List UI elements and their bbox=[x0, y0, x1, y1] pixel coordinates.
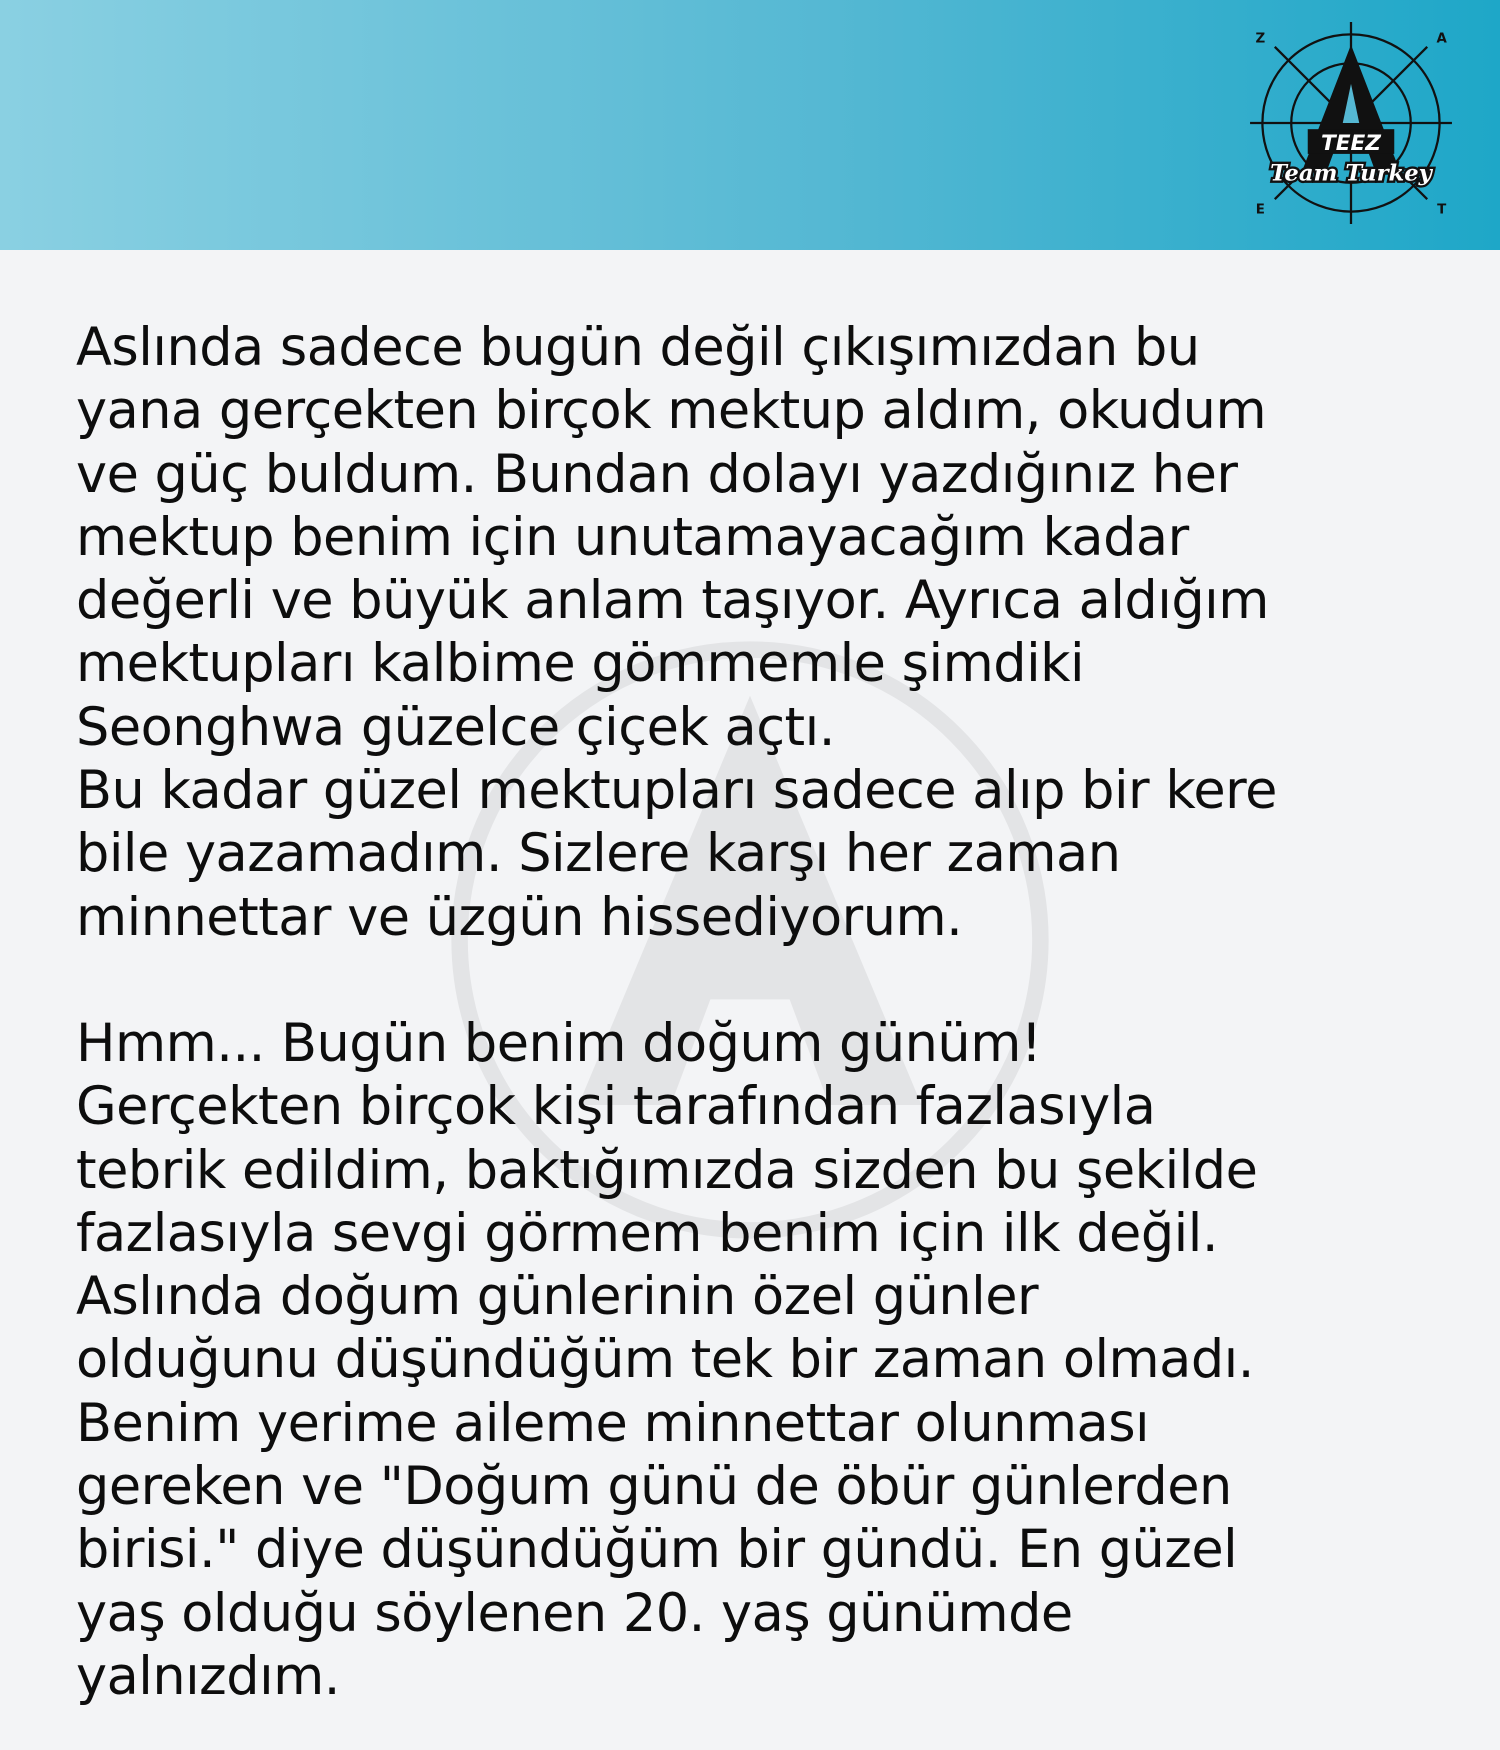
wordmark-teez: TEEZ bbox=[1321, 130, 1381, 156]
script-team-turkey: Team Turkey bbox=[1270, 160, 1432, 187]
paragraph-3: Hmm... Bugün benim doğum günüm! Gerçekten birçok kişi tarafından fazlasıyla tebrik edildim, baktığımızda sizden bu şekilde fazlasıyla sevgi görmem benim için ilk değil. Aslında doğum günlerinin özel günler olduğunu düşündüğüm tek bir zaman olmadı. Benim yerime aileme minnettar olunması gereken ve "Doğum günü de öbür günlerden birisi." diye düşündüğüm bir gündü. En güzel yaş olduğu söylenen 20. yaş günümde yalnızdım. bbox=[76, 1012, 1258, 1707]
compass-letter-e: E bbox=[1255, 202, 1265, 218]
paragraph-1: Aslında sadece bugün değil çıkışımızdan bu yana gerçekten birçok mektup aldım, okudum ve güç buldum. Bundan dolayı yazdığınız her mektup benim için unutamayacağım kadar değerli ve büyük anlam taşıyor. Ayrıca aldığım mektupları kalbime gömmemle şimdiki Seonghwa güzelce çiçek açtı. bbox=[76, 317, 1269, 758]
compass-letter-a: A bbox=[1436, 31, 1447, 47]
compass-letter-z: Z bbox=[1255, 31, 1266, 47]
compass-letter-t: T bbox=[1437, 202, 1447, 218]
letter-body bbox=[76, 316, 1456, 1708]
paragraph-2: Bu kadar güzel mektupları sadece alıp bir kere bile yazamadım. Sizlere karşı her zaman minnettar ve üzgün hissediyorum. bbox=[76, 760, 1277, 948]
ateez-team-turkey-logo bbox=[1248, 20, 1454, 226]
